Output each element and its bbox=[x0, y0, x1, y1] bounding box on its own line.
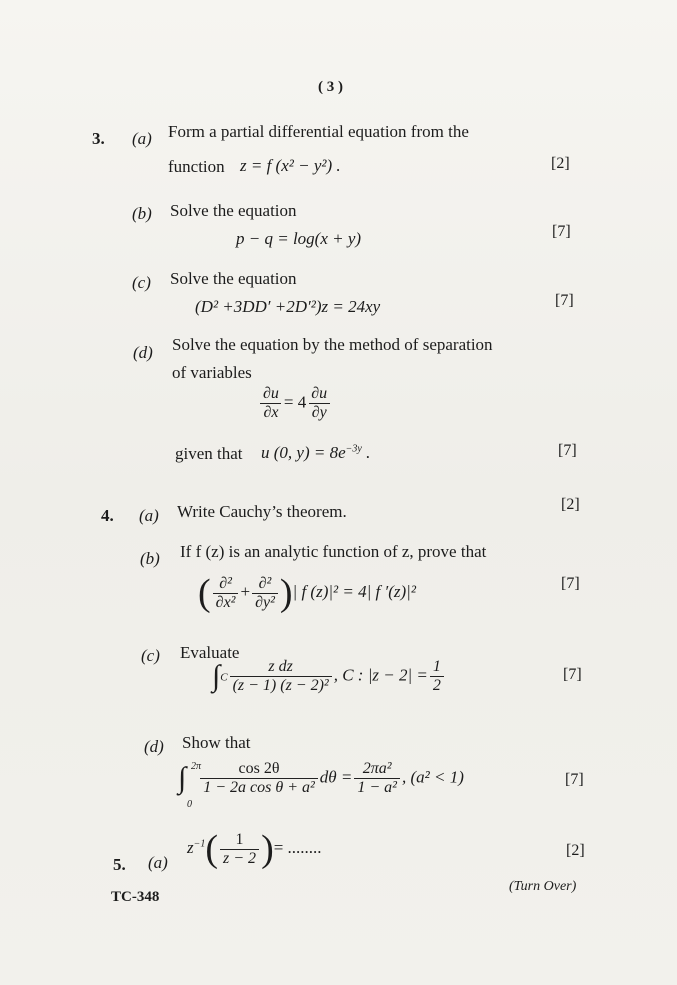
q3c-label: (c) bbox=[132, 273, 151, 292]
q4a-text: Write Cauchy’s theorem. bbox=[177, 502, 347, 521]
q4b-equation: ( $\frac{\text{∂²}}{\text{∂x²}}$ + $\frac{\text{∂²}}{\text{∂y²}}$ )| f (z)|² = 4| f ′(z)|² bbox=[198, 572, 416, 614]
q3c-text: Solve the equation bbox=[170, 269, 297, 288]
q3a-text: Form a partial differential equation from the bbox=[168, 122, 469, 141]
q4c-label: (c) bbox=[141, 646, 160, 665]
q4c-marks: [7] bbox=[563, 666, 582, 683]
q4d-integral: ∫ $\frac{\cos 2\theta}{\text{1 − 2a cos θ + a²}}$ dθ = $\frac{\text{2πa²}}{\text{1 − a²}}$ , (a² < 1) bbox=[178, 760, 464, 796]
q4a-marks: [2] bbox=[561, 496, 580, 513]
q5a-label: (a) bbox=[148, 853, 168, 872]
q3a-marks: [2] bbox=[551, 155, 570, 172]
q4b-label: (b) bbox=[140, 549, 160, 568]
q3d-condition: u (0, $y) = 8e^{-3y}$ . bbox=[261, 443, 371, 462]
paper-code: TC-348 bbox=[111, 889, 160, 905]
q3b-label: (b) bbox=[132, 204, 152, 223]
question-5-number: 5. bbox=[113, 855, 126, 874]
q3a-text-2: function bbox=[168, 157, 225, 176]
q5a-expression: $z^{-1}$( $\frac{1}{z - 2}$ )= ........ bbox=[187, 828, 322, 870]
q3b-text: Solve the equation bbox=[170, 201, 297, 220]
q3d-marks: [7] bbox=[558, 442, 577, 459]
q4d-text: Show that bbox=[182, 733, 251, 752]
q4c-integral: ∫C $\frac{\text{z dz}}{\text{(z − 1) (z − 2)²}}$ , C : |z − 2| = $\frac{1}{2}$ bbox=[212, 658, 446, 695]
q3a-label: (a) bbox=[132, 129, 152, 148]
q3d-pde: $\frac{\partial u}{\partial x}$ = 4 $\frac{\partial u}{\partial y}$ bbox=[258, 385, 332, 422]
q3d-given-text: given that bbox=[175, 444, 243, 463]
q4a-label: (a) bbox=[139, 506, 159, 525]
page-number: ( 3 ) bbox=[318, 79, 343, 95]
q3c-equation: (D² +3DD′ +2D′²)z = 24xy bbox=[195, 297, 381, 316]
q5a-marks: [2] bbox=[566, 842, 585, 859]
q4b-marks: [7] bbox=[561, 575, 580, 592]
turn-over: (Turn Over) bbox=[509, 879, 577, 894]
q3b-marks: [7] bbox=[552, 223, 571, 240]
q4d-lower-limit: 0 bbox=[187, 799, 192, 810]
q4c-text: Evaluate bbox=[180, 643, 240, 662]
q3d-text: Solve the equation by the method of separation bbox=[172, 335, 493, 354]
q4b-text: If f (z) is an analytic function of z, prove that bbox=[180, 542, 487, 561]
q3b-equation: p − q = log(x + y) bbox=[236, 229, 362, 248]
q4d-marks: [7] bbox=[565, 771, 584, 788]
question-4-number: 4. bbox=[101, 506, 114, 525]
q3d-text-2: of variables bbox=[172, 363, 252, 382]
q4d-label: (d) bbox=[144, 737, 164, 756]
q3a-expression: z = f (x² − y²) . bbox=[240, 156, 341, 175]
q3c-marks: [7] bbox=[555, 292, 574, 309]
q3d-label: (d) bbox=[133, 343, 153, 362]
question-3-number: 3. bbox=[92, 129, 105, 148]
q4d-upper-limit: 2π bbox=[191, 761, 202, 772]
